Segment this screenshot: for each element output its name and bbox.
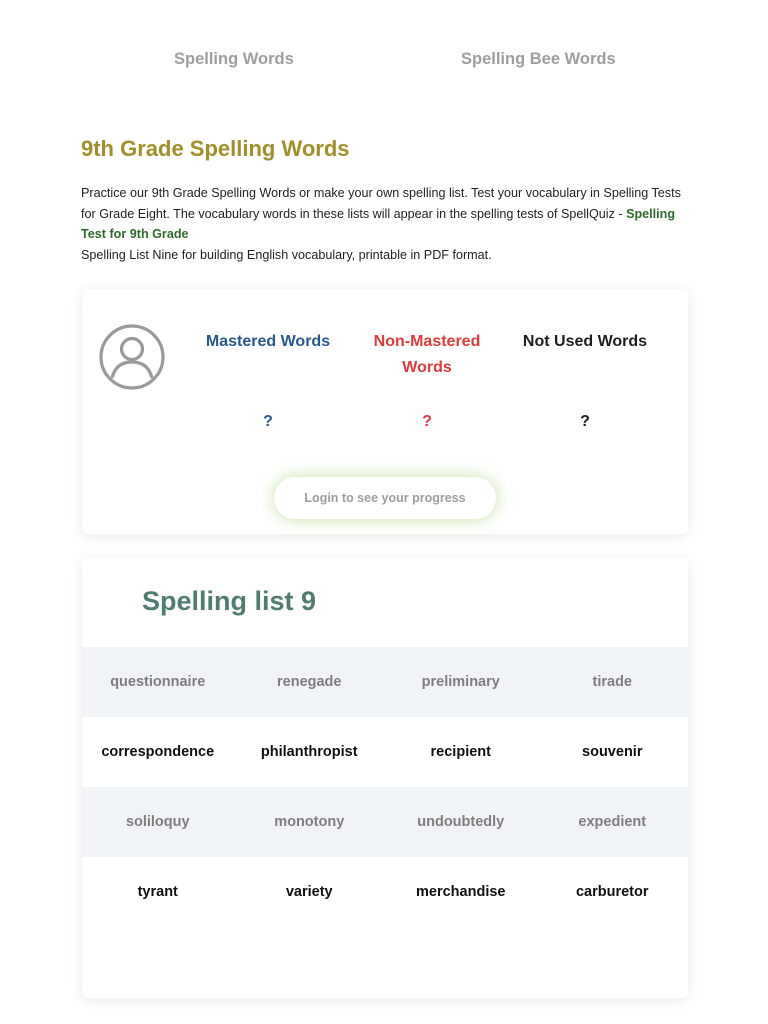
login-progress-button[interactable]: Login to see your progress bbox=[274, 477, 496, 519]
word-cell[interactable]: souvenir bbox=[582, 744, 643, 760]
nav-link-spelling-words[interactable]: Spelling Words bbox=[174, 50, 294, 68]
progress-card bbox=[82, 289, 688, 534]
word-cell[interactable]: correspondence bbox=[101, 744, 215, 760]
page-title: 9th Grade Spelling Words bbox=[81, 136, 350, 161]
word-cell[interactable]: philanthropist bbox=[260, 744, 358, 760]
table-row bbox=[82, 717, 688, 787]
intro-text-second-line: Spelling List Nine for building English vocabulary, printable in PDF format. bbox=[81, 247, 492, 262]
non-mastered-words-count: ? bbox=[422, 413, 432, 430]
word-cell[interactable]: monotony bbox=[274, 814, 345, 830]
spelling-test-link[interactable]: Spelling Test for 9th Grade bbox=[81, 206, 676, 241]
word-cell[interactable]: variety bbox=[285, 884, 333, 900]
table-row bbox=[82, 647, 688, 717]
word-cell[interactable]: preliminary bbox=[421, 674, 500, 690]
top-navigation bbox=[0, 50, 768, 76]
nav-link-spelling-bee-words[interactable]: Spelling Bee Words bbox=[461, 50, 616, 68]
mastered-words-label: Mastered Words bbox=[205, 333, 331, 350]
user-circle-icon bbox=[99, 324, 165, 390]
word-cell[interactable]: expedient bbox=[578, 814, 647, 830]
not-used-words-label: Not Used Words bbox=[522, 333, 648, 350]
word-cell[interactable]: renegade bbox=[277, 674, 342, 690]
not-used-words-count: ? bbox=[580, 413, 590, 430]
word-cell[interactable]: tyrant bbox=[137, 884, 178, 900]
table-row bbox=[82, 787, 688, 857]
words-table bbox=[82, 647, 688, 927]
word-cell[interactable]: carburetor bbox=[575, 884, 649, 900]
word-cell[interactable]: undoubtedly bbox=[417, 814, 505, 830]
word-cell[interactable]: soliloquy bbox=[125, 814, 190, 830]
spelling-list-title: Spelling list 9 bbox=[142, 586, 317, 616]
word-cell[interactable]: questionnaire bbox=[110, 674, 206, 690]
mastered-words-count: ? bbox=[263, 413, 273, 430]
word-cell[interactable]: tirade bbox=[592, 674, 632, 690]
table-row bbox=[82, 857, 688, 927]
intro-text: Practice our 9th Grade Spelling Words or make your own spelling list. Test your vocabulary in Spelling Tests for Grade Eight. The vocabulary words in these lists will appear in the spelling tests of SpellQuiz - bbox=[81, 186, 681, 221]
spelling-list-card bbox=[82, 558, 688, 998]
non-mastered-words-label: Non-Mastered Words bbox=[373, 333, 481, 376]
word-cell[interactable]: merchandise bbox=[416, 884, 506, 900]
intro-paragraph bbox=[81, 183, 691, 265]
word-cell[interactable]: recipient bbox=[430, 744, 491, 760]
